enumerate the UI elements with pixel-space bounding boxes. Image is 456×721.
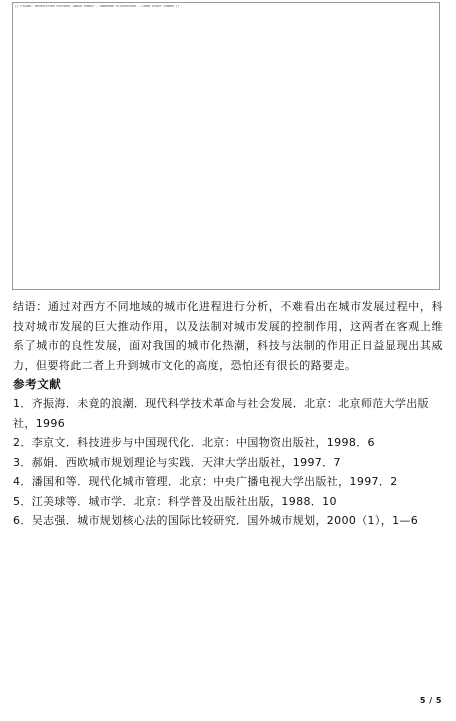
figure-caption: [[ FIGURE: RETROFITTED HISTORIC URBAN FABRIC — RENDERED PLACEHOLDER — LOWER RIGHT CORNER ]] [15, 4, 180, 8]
reference-item: 6．吴志强．城市规划核心法的国际比较研究．国外城市规划，2000（1），1—6 [13, 514, 419, 528]
page-number: 5 / 5 [419, 696, 442, 705]
references-list [13, 394, 443, 531]
figure-placeholder-frame [12, 2, 440, 290]
conclusion-paragraph: 结语：通过对西方不同地域的城市化进程进行分析，不难看出在城市发展过程中，科技对城市发展的巨大推动作用，以及法制对城市发展的控制作用，这两者在客观上维系了城市的良性发展，面对我国的城市化热潮，科技与法制的作用正日益显现出其威力，但要将此二者上升到城市文化的高度，恐怕还有很长的路要走。 [13, 300, 443, 372]
document-body [13, 297, 443, 531]
reference-item: 3．郝娟．西欧城市规划理论与实践．天津大学出版社，1997．7 [13, 455, 341, 469]
references-heading: 参考文献 [13, 377, 62, 392]
reference-item: 4．潘国和等．现代化城市管理．北京：中央广播电视大学出版社，1997．2 [13, 475, 398, 489]
reference-item: 2．李京文．科技进步与中国现代化．北京：中国物资出版社，1998．6 [13, 436, 375, 450]
reference-item: 5．江美球等．城市学．北京：科学普及出版社出版，1988．10 [13, 494, 337, 508]
reference-item: 1．齐振海．未竟的浪潮．现代科学技术革命与社会发展．北京：北京师范大学出版社，1996 [13, 397, 429, 430]
